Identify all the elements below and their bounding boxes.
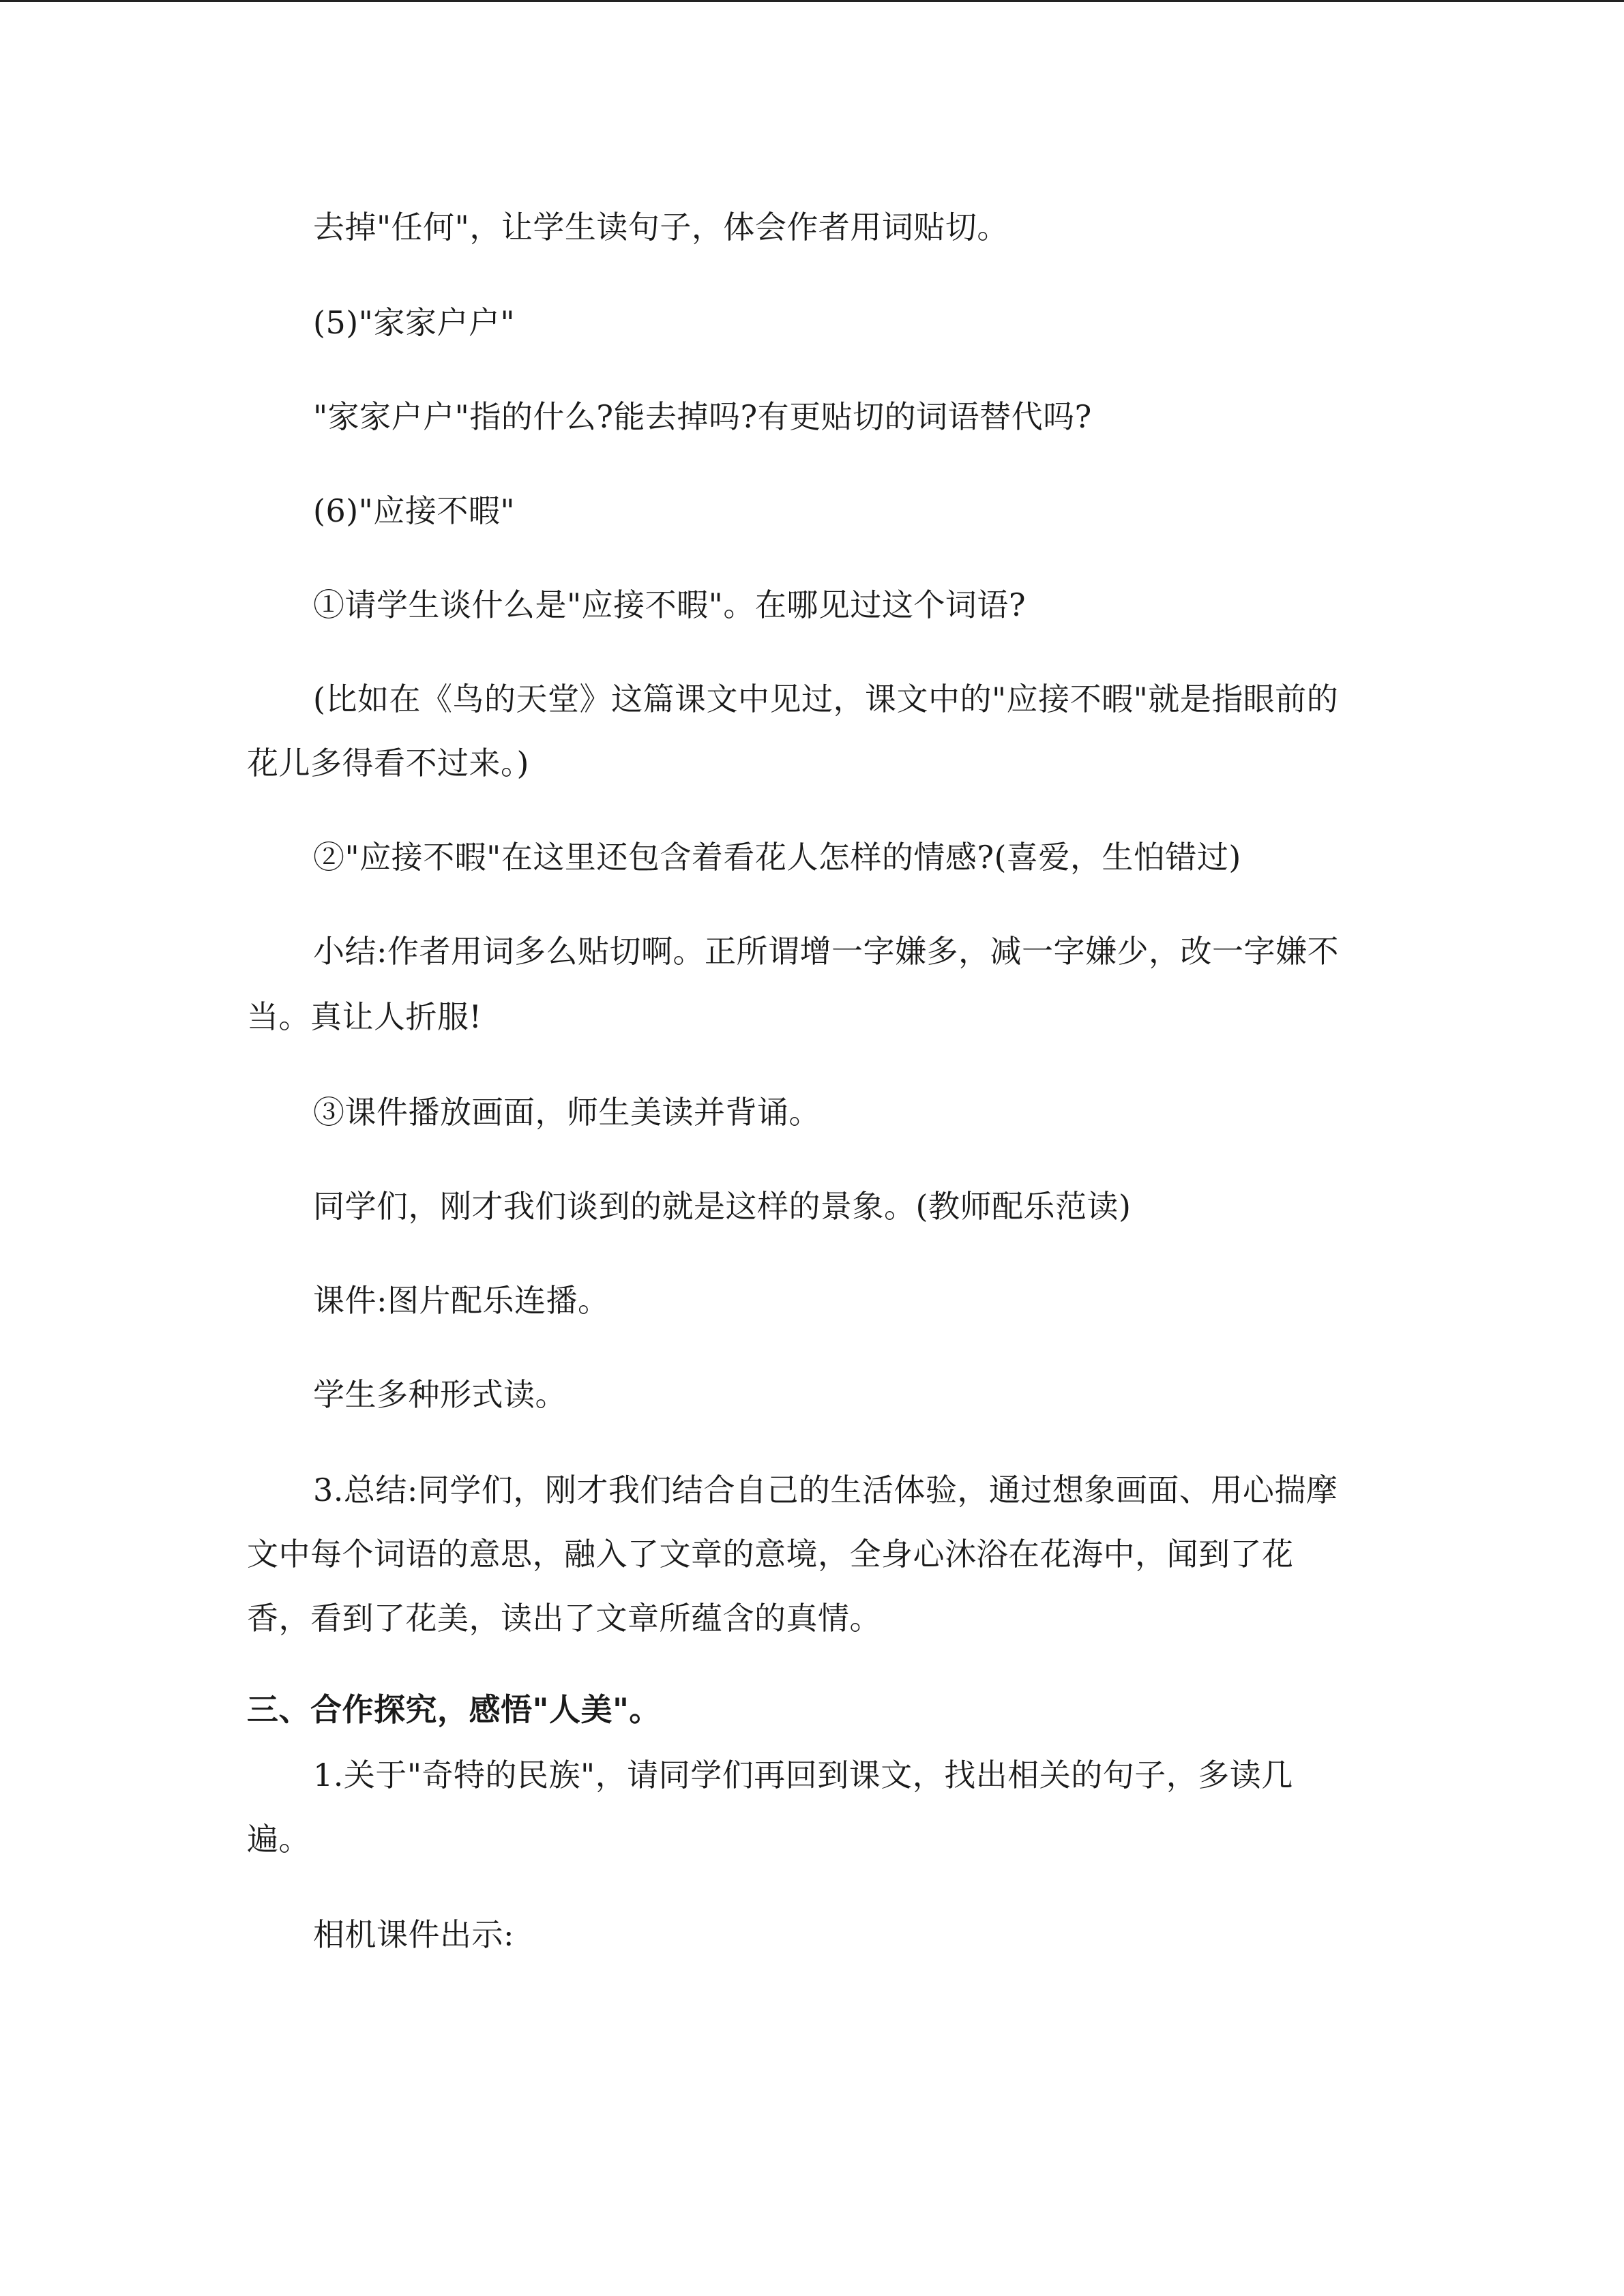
paragraph-line: ①请学生谈什么是"应接不暇"。在哪见过这个词语? xyxy=(313,586,1026,623)
paragraph-line: (6)"应接不暇" xyxy=(313,492,515,529)
paragraph-line: 小结:作者用词多么贴切啊。正所谓增一字嫌多，减一字嫌少，改一字嫌不 xyxy=(313,933,1339,970)
paragraph-line: 香，看到了花美，读出了文章所蕴含的真情。 xyxy=(247,1600,881,1637)
paragraph-line: 相机课件出示: xyxy=(313,1916,514,1953)
paragraph-line: 同学们，刚才我们谈到的就是这样的景象。(教师配乐范读) xyxy=(313,1188,1132,1225)
paragraph-line: 当。真让人折服! xyxy=(247,998,482,1035)
paragraph-line: (5)"家家户户" xyxy=(313,304,515,341)
paragraph-line: 花儿多得看不过来。) xyxy=(247,745,529,781)
section-heading: 三、合作探究，感悟"人美"。 xyxy=(247,1691,661,1728)
paragraph-line: ②"应接不暇"在这里还包含着看花人怎样的情感?(喜爱，生怕错过) xyxy=(313,839,1241,876)
paragraph-line: 遍。 xyxy=(247,1821,310,1858)
paragraph-line: "家家户户"指的什么?能去掉吗?有更贴切的词语替代吗? xyxy=(313,398,1092,435)
paragraph-line: 文中每个词语的意思，融入了文章的意境，全身心沐浴在花海中，闻到了花 xyxy=(247,1536,1294,1572)
paragraph-line: 1.关于"奇特的民族"，请同学们再回到课文，找出相关的句子，多读几 xyxy=(313,1757,1293,1793)
paragraph-line: ③课件播放画面，师生美读并背诵。 xyxy=(313,1094,821,1131)
paragraph-line: 去掉"任何"，让学生读句子，体会作者用词贴切。 xyxy=(313,209,1009,245)
paragraph-line: 课件:图片配乐连播。 xyxy=(313,1282,610,1319)
paragraph-line: 3.总结:同学们，刚才我们结合自己的生活体验，通过想象画面、用心揣摩 xyxy=(313,1472,1338,1508)
paragraph-line: 学生多种形式读。 xyxy=(313,1376,567,1413)
paragraph-line: (比如在《鸟的天堂》这篇课文中见过，课文中的"应接不暇"就是指眼前的 xyxy=(313,681,1339,717)
